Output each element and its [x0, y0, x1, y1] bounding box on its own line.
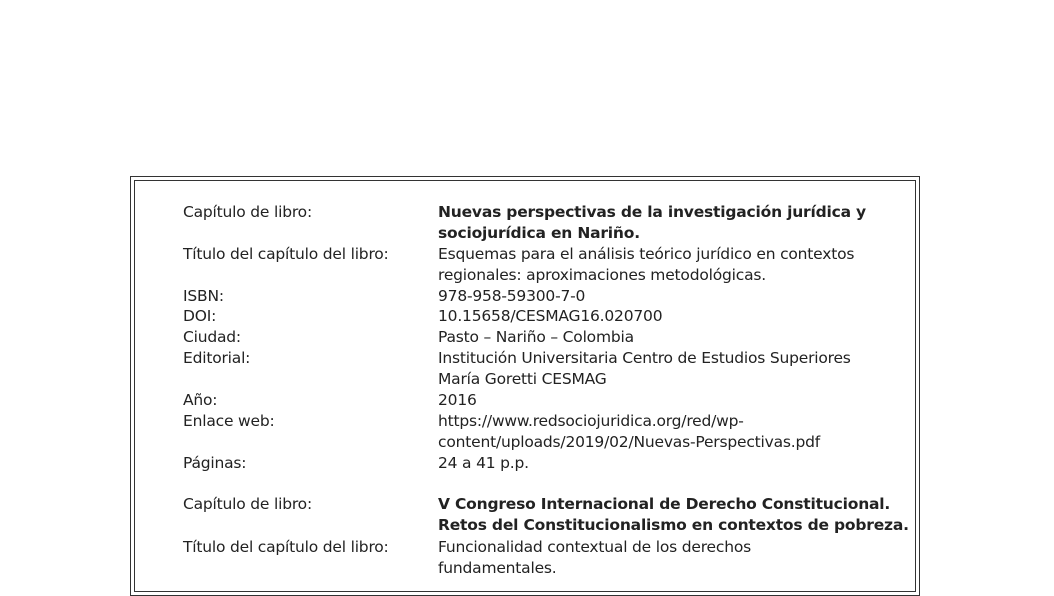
value-line: Institución Universitaria Centro de Estudios Superiores	[438, 349, 851, 367]
entry-value	[438, 244, 908, 286]
value-line: content/uploads/2019/02/Nuevas-Perspectivas.pdf	[438, 433, 821, 451]
value-line: Esquemas para el análisis teórico jurídico en contextos	[438, 245, 855, 263]
value-line: Pasto – Nariño – Colombia	[438, 328, 634, 346]
entry-label: ISBN:	[183, 287, 224, 305]
entry-value	[438, 537, 908, 579]
entry-value	[438, 494, 908, 536]
entry-label: Año:	[183, 391, 218, 409]
entry-label: DOI:	[183, 307, 217, 325]
entry-label: Título del capítulo del libro:	[183, 538, 389, 556]
entry-label: Capítulo de libro:	[183, 203, 312, 221]
entry-value	[438, 202, 908, 244]
value-line: regionales: aproximaciones metodológicas.	[438, 266, 766, 284]
value-line: Retos del Constitucionalismo en contextos de pobreza.	[438, 516, 909, 534]
entry-value	[438, 453, 908, 474]
value-line: sociojurídica en Nariño.	[438, 224, 640, 242]
entry-label: Ciudad:	[183, 328, 241, 346]
entry-value	[438, 327, 908, 348]
value-line: fundamentales.	[438, 559, 557, 577]
entry-value	[438, 411, 908, 453]
value-line: 2016	[438, 391, 477, 409]
entry-value	[438, 306, 908, 327]
value-line: María Goretti CESMAG	[438, 370, 607, 388]
value-line: 24 a 41 p.p.	[438, 454, 529, 472]
entry-label: Título del capítulo del libro:	[183, 245, 389, 263]
value-line: Nuevas perspectivas de la investigación jurídica y	[438, 203, 866, 221]
entry-label: Editorial:	[183, 349, 251, 367]
entry-label: Páginas:	[183, 454, 247, 472]
entry-value	[438, 286, 908, 307]
value-line: Funcionalidad contextual de los derechos	[438, 538, 751, 556]
entry-label: Enlace web:	[183, 412, 275, 430]
value-line: 10.15658/CESMAG16.020700	[438, 307, 663, 325]
entry-value	[438, 390, 908, 411]
entry-label: Capítulo de libro:	[183, 495, 312, 513]
value-line: V Congreso Internacional de Derecho Constitucional.	[438, 495, 891, 513]
value-line: 978-958-59300-7-0	[438, 287, 586, 305]
entry-value	[438, 348, 908, 390]
value-line: https://www.redsociojuridica.org/red/wp-	[438, 412, 744, 430]
